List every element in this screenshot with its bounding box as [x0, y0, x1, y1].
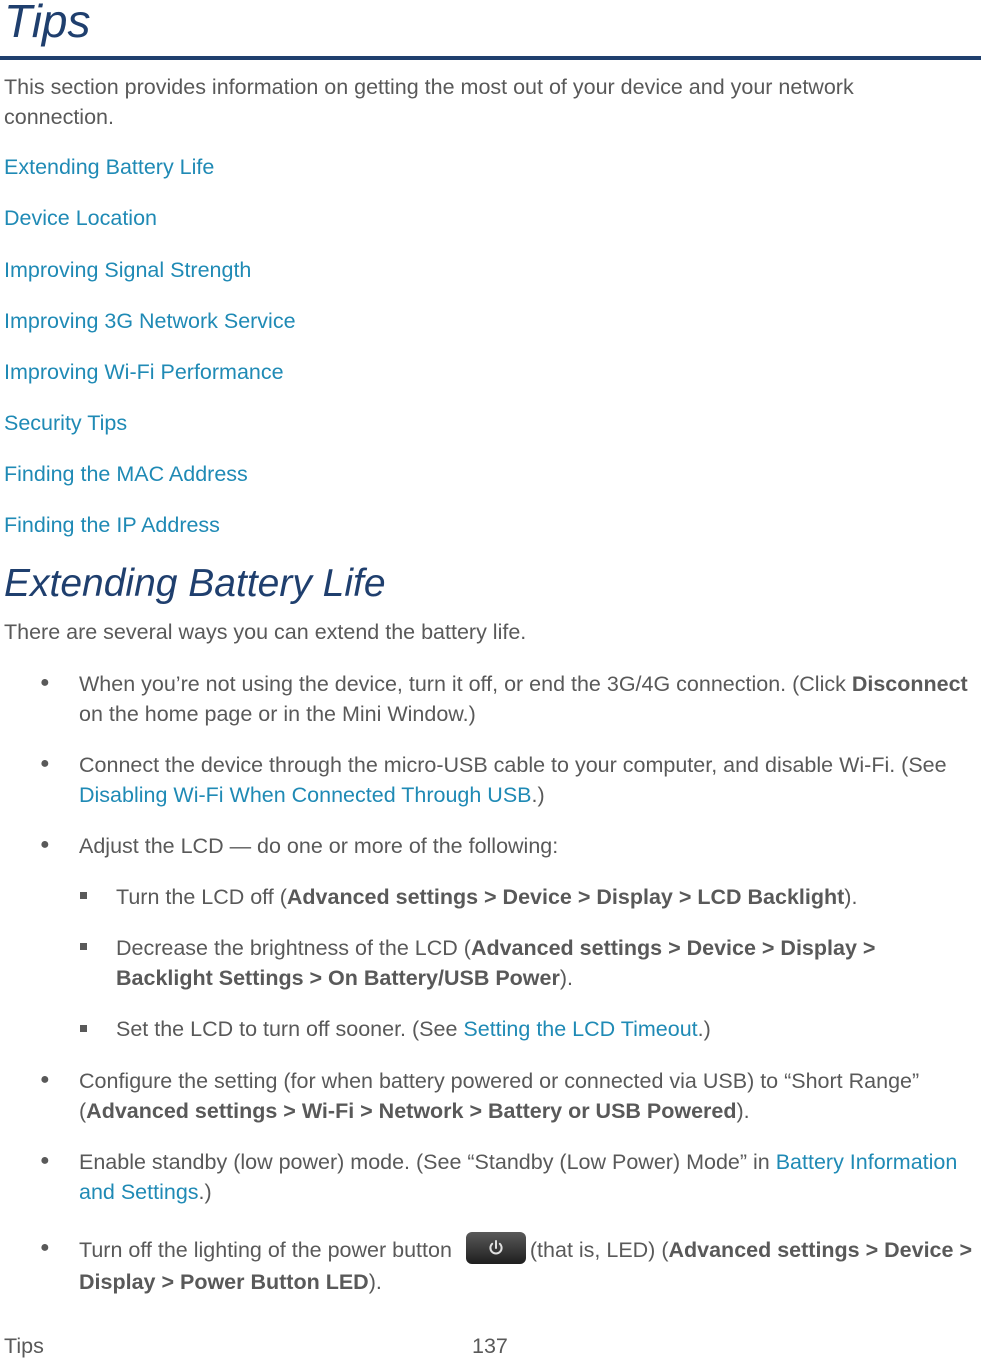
list-item: Adjust the LCD — do one or more of the following: [79, 834, 559, 858]
list-item: Connect the device through the micro-USB cable to your computer, and disable Wi-Fi. (See Disabling Wi-Fi When Connected Through USB.) [79, 753, 947, 807]
footer-section-name: Tips [4, 1334, 44, 1358]
toc-link-battery[interactable] [4, 152, 214, 182]
toc-link-signal[interactable] [4, 255, 251, 285]
toc-link-ip[interactable] [4, 510, 220, 540]
link-lcd-timeout[interactable]: Setting the LCD Timeout [463, 1017, 698, 1041]
bullet-dot-icon: ● [40, 836, 50, 853]
toc-link-label[interactable]: Finding the IP Address [4, 513, 220, 537]
link-disabling-wifi[interactable]: Disabling Wi-Fi When Connected Through USB [79, 783, 532, 807]
section-lead: There are several ways you can extend the battery life. [4, 620, 527, 644]
section-heading: Extending Battery Life [4, 562, 386, 605]
toc-link-security[interactable] [4, 408, 127, 438]
page-title: Tips [4, 0, 91, 47]
intro-paragraph: This section provides information on getting the most out of your device and your network connection. [4, 75, 854, 129]
toc-link-label[interactable]: Improving Signal Strength [4, 258, 252, 282]
bullet-dot-icon: ● [40, 1071, 50, 1088]
toc-link-location[interactable] [4, 203, 157, 233]
footer-page-number: 137 [472, 1334, 508, 1358]
toc-link-wifi[interactable] [4, 357, 284, 387]
list-item: Turn off the lighting of the power button (that is, LED) (Advanced settings > Device > Display > Power Button LED). [79, 1234, 974, 1298]
list-item: Configure the setting (for when battery powered or connected via USB) to “Short Range” (Advanced settings > Wi-Fi > Network > Battery or USB Powered). [79, 1069, 920, 1123]
bullet-dot-icon: ● [40, 674, 50, 691]
toc-link-label[interactable]: Finding the MAC Address [4, 462, 248, 486]
toc-link-label[interactable]: Improving Wi-Fi Performance [4, 360, 284, 384]
toc-link-label[interactable]: Security Tips [4, 411, 128, 435]
toc-link-mac[interactable] [4, 459, 248, 489]
bullet-dot-icon: ● [40, 755, 50, 772]
sub-list-item: Turn the LCD off (Advanced settings > Device > Display > LCD Backlight). [116, 885, 858, 909]
toc-link-label[interactable]: Improving 3G Network Service [4, 309, 296, 333]
bullet-dot-icon: ● [40, 1239, 50, 1256]
square-bullet-icon [80, 943, 87, 950]
link-battery-info[interactable]: Battery Information and Settings [79, 1150, 958, 1204]
sub-list-item: Decrease the brightness of the LCD (Advanced settings > Device > Display > Backlight Settings > On Battery/USB Power). [116, 936, 876, 990]
list-item: Enable standby (low power) mode. (See “Standby (Low Power) Mode” in Battery Information and Settings.) [79, 1150, 958, 1204]
list-item: When you’re not using the device, turn it off, or end the 3G/4G connection. (Click Disconnect on the home page or in the Mini Window.) [79, 672, 968, 726]
square-bullet-icon [80, 1025, 87, 1032]
power-button-icon [466, 1232, 526, 1264]
title-divider [0, 56, 981, 60]
toc-link-label[interactable]: Extending Battery Life [4, 155, 215, 179]
bullet-dot-icon: ● [40, 1152, 50, 1169]
toc-link-3g[interactable] [4, 306, 296, 336]
sub-list-item: Set the LCD to turn off sooner. (See Setting the LCD Timeout.) [116, 1017, 711, 1041]
toc-link-label[interactable]: Device Location [4, 206, 157, 230]
square-bullet-icon [80, 892, 87, 899]
